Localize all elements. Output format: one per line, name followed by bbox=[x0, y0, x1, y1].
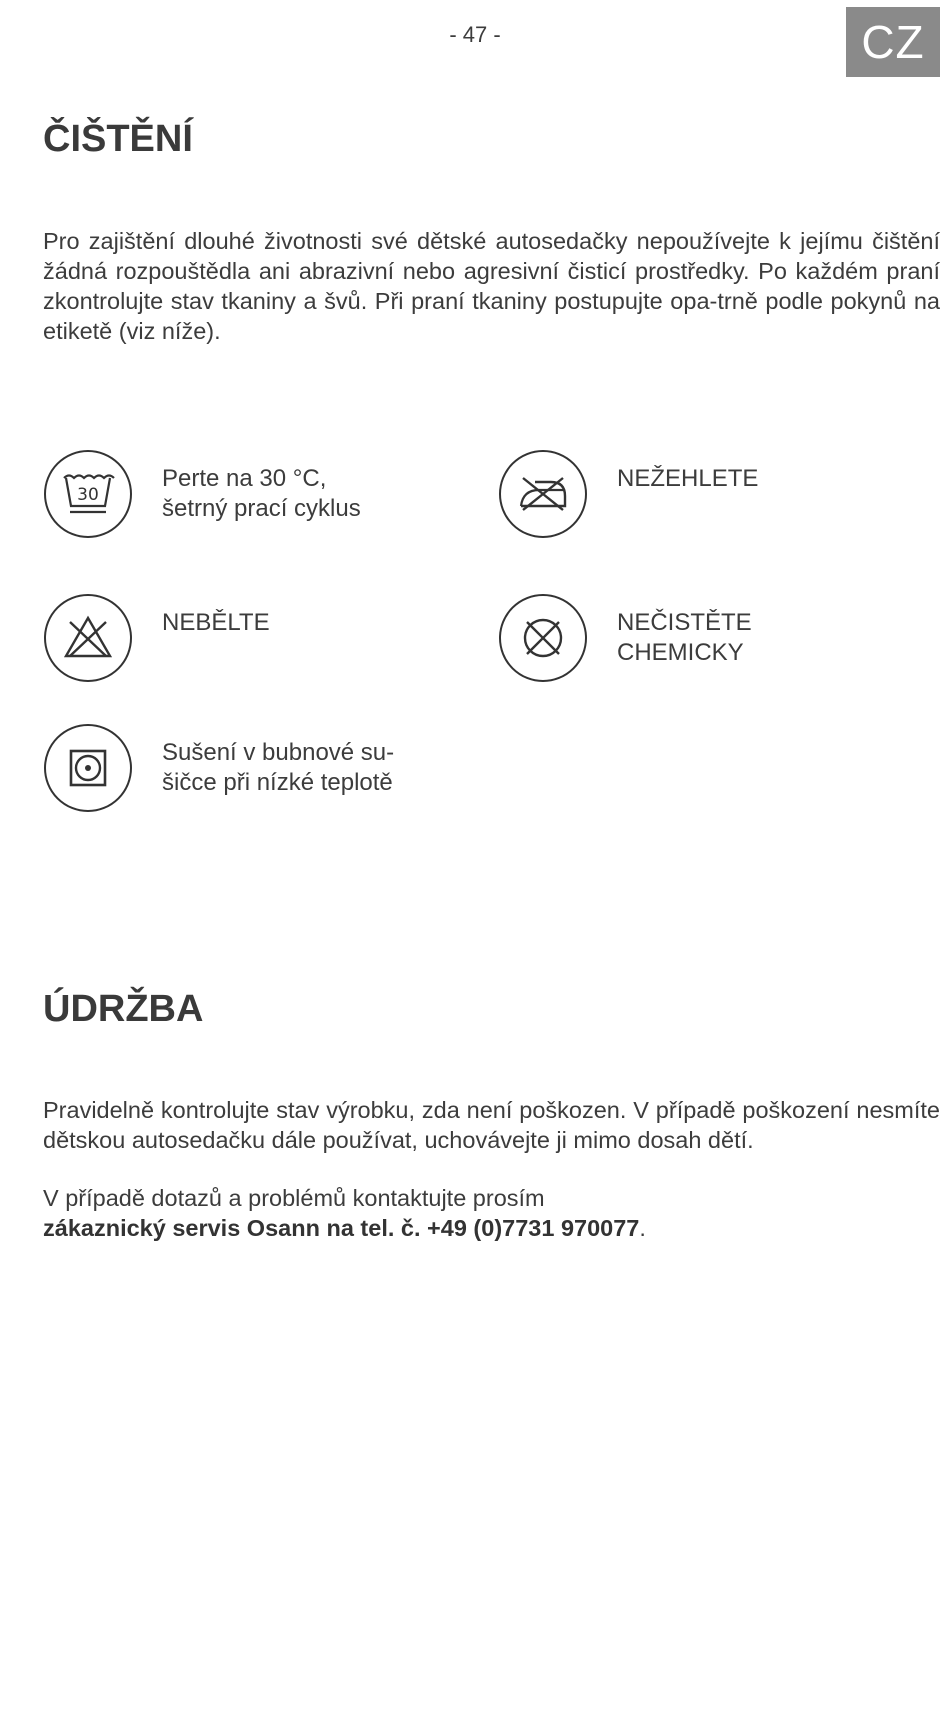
contact-intro: V případě dotazů a problémů kontaktujte prosím bbox=[43, 1185, 545, 1211]
care-symbol-label: NEČISTĚTE CHEMICKY bbox=[617, 609, 752, 666]
care-symbol-label: Perte na 30 °C, šetrný prací cyklus bbox=[162, 465, 361, 522]
no-dry-clean-icon bbox=[499, 594, 587, 682]
contact-phone: zákaznický servis Osann na tel. č. +49 (0)7731 970077 bbox=[43, 1215, 640, 1241]
wash-30-gentle-icon bbox=[44, 450, 132, 538]
wash-temperature: 30 bbox=[77, 485, 99, 505]
care-symbol-label: NEBĚLTE bbox=[162, 609, 270, 636]
care-symbol-bleach bbox=[44, 594, 270, 682]
care-symbol-tumble-dry bbox=[44, 724, 394, 812]
care-symbol-dryclean bbox=[499, 594, 752, 682]
contact-info bbox=[43, 1183, 940, 1243]
no-bleach-icon bbox=[44, 594, 132, 682]
care-symbol-iron bbox=[499, 450, 758, 538]
page-number: - 47 - bbox=[449, 22, 501, 47]
tumble-dry-low-icon bbox=[44, 724, 132, 812]
language-badge: CZ bbox=[846, 7, 940, 77]
maintenance-heading: ÚDRŽBA bbox=[43, 988, 204, 1030]
maintenance-text: Pravidelně kontrolujte stav výrobku, zda není poškozen. V případě poškození nesmíte dětskou autosedačku dále používat, uchovávejte ji mimo dosah dětí. bbox=[43, 1097, 940, 1153]
no-ironing-icon bbox=[499, 450, 587, 538]
contact-end: . bbox=[639, 1215, 646, 1241]
cleaning-heading: ČIŠTĚNÍ bbox=[43, 118, 193, 160]
cleaning-text: Pro zajištění dlouhé životnosti své dětské autosedačky nepoužívejte k jejímu čištění žádná rozpouštědla ani abrazivní nebo agresivní čisticí prostředky. Po každém praní zkontrolujte stav tkaniny a švů. Při praní tkaniny postupujte opa-trně podle pokynů na etiketě (viz níže). bbox=[43, 228, 940, 344]
care-symbol-label: NEŽEHLETE bbox=[617, 465, 759, 492]
care-symbol-label: Sušení v bubnové su- šičce při nízké teplotě bbox=[162, 739, 395, 796]
care-symbol-wash bbox=[44, 450, 361, 538]
